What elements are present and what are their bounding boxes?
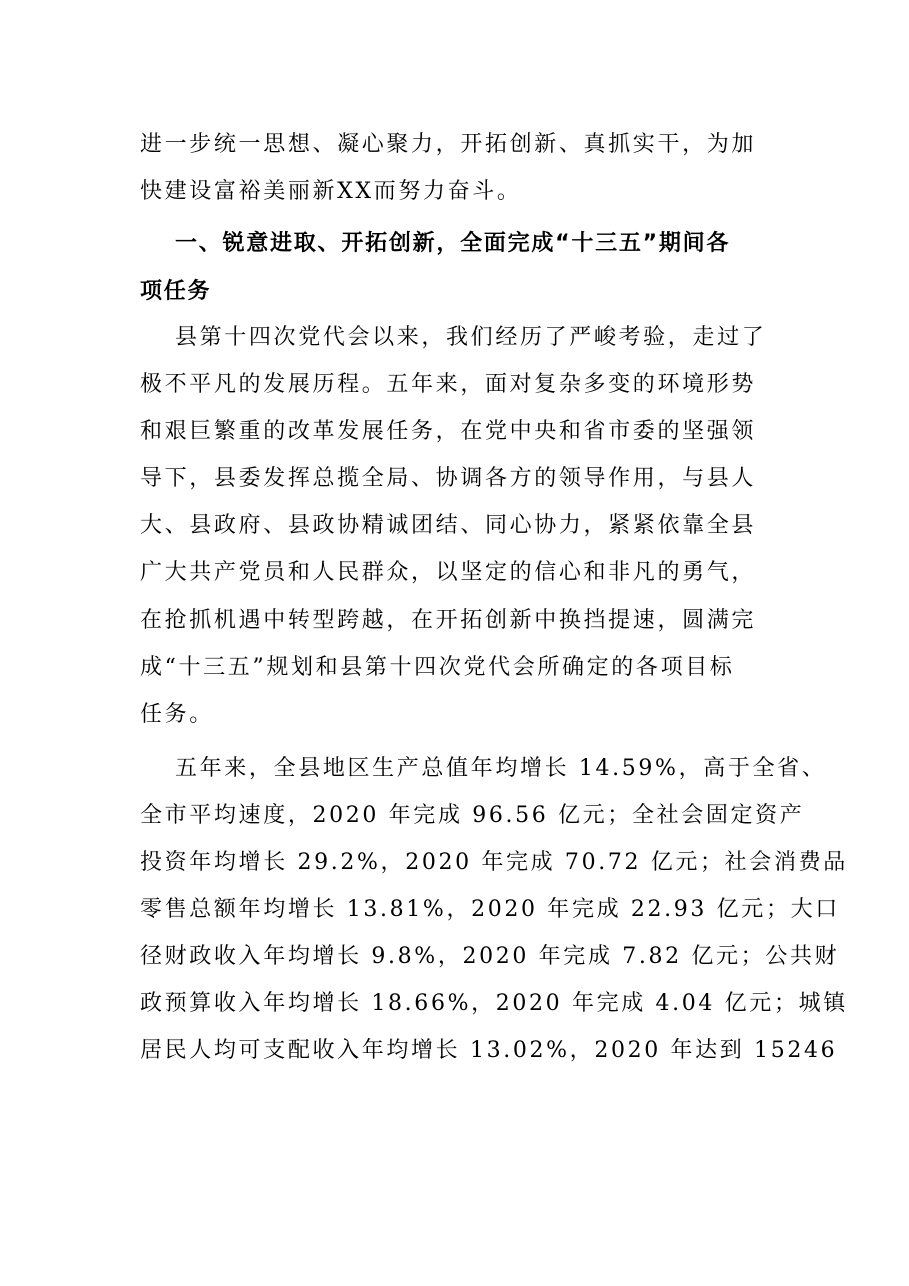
paragraph-line: 和艰巨繁重的改革发展任务，在党中央和省市委的坚强领	[140, 419, 757, 444]
paragraph-line: 政预算收入年均增长 18.66%，2020 年完成 4.04 亿元；城镇	[140, 991, 848, 1016]
paragraph-line: 居民人均可支配收入年均增长 13.02%，2020 年达到 15246	[140, 1038, 838, 1063]
section-heading-line: 项任务	[140, 279, 212, 304]
paragraph-line: 零售总额年均增长 13.81%，2020 年完成 22.93 亿元；大口	[140, 897, 840, 922]
paragraph-line: 广大共产党员和人民群众，以坚定的信心和非凡的勇气，	[140, 560, 757, 585]
paragraph-line: 大、县政府、县政协精诚团结、同心协力，紧紧依靠全县	[140, 513, 757, 538]
paragraph-line: 快建设富裕美丽新XX而努力奋斗。	[140, 179, 522, 204]
section-heading-line: 一、锐意进取、开拓创新，全面完成“十三五”期间各	[175, 231, 731, 256]
paragraph-line: 全市平均速度，2020 年完成 96.56 亿元；全社会固定资产	[140, 803, 805, 828]
paragraph-line: 进一步统一思想、凝心聚力，开拓创新、真抓实干，为加	[140, 132, 757, 157]
paragraph-line: 任务。	[140, 702, 214, 727]
paragraph-line: 县第十四次党代会以来，我们经历了严峻考验，走过了	[175, 325, 767, 350]
paragraph-line: 成“十三五”规划和县第十四次党代会所确定的各项目标	[140, 655, 735, 680]
paragraph-line: 五年来，全县地区生产总值年均增长 14.59%，高于全省、	[175, 756, 827, 781]
paragraph-line: 极不平凡的发展历程。五年来，面对复杂多变的环境形势	[140, 372, 757, 397]
paragraph-line: 投资年均增长 29.2%，2020 年完成 70.72 亿元；社会消费品	[140, 850, 848, 875]
paragraph-line: 径财政收入年均增长 9.8%，2020 年完成 7.82 亿元；公共财	[140, 944, 840, 969]
paragraph-line: 导下，县委发挥总揽全局、协调各方的领导作用，与县人	[140, 466, 757, 491]
paragraph-line: 在抢抓机遇中转型跨越，在开拓创新中换挡提速，圆满完	[140, 608, 757, 633]
